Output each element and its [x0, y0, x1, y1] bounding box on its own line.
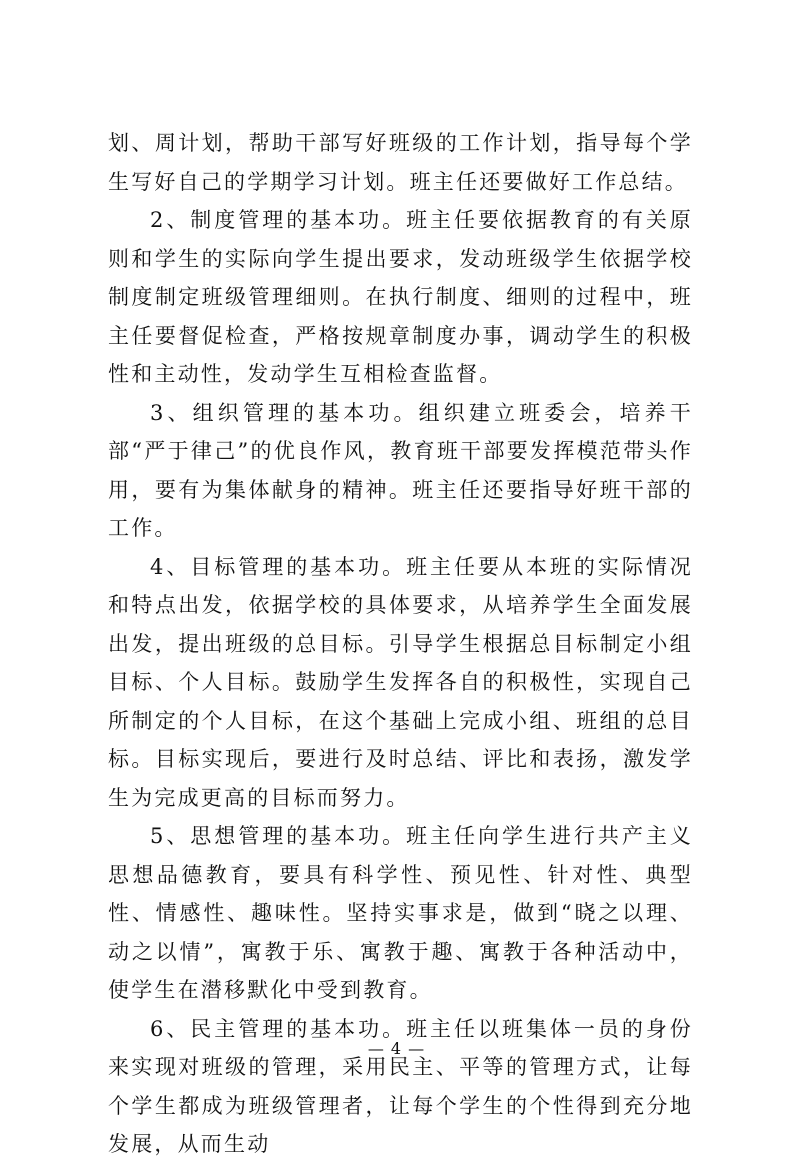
page-number: — 4 —	[367, 1039, 426, 1058]
paragraph-continuation: 划、周计划，帮助干部写好班级的工作计划，指导每个学生写好自己的学期学习计划。班主任还要做好工作总结。	[108, 131, 693, 194]
paragraph-democratic-management: 6、民主管理的基本功。班主任以班集体一员的身份来实现对班级的管理，采用民主、平等的管理方式，让每个学生都成为班级管理者，让每个学生的个性得到充分地发展，从而生动	[108, 1016, 693, 1156]
paragraph-ideological-management: 5、思想管理的基本功。班主任向学生进行共产主义思想品德教育，要具有科学性、预见性、针对性、典型性、情感性、趣味性。坚持实事求是，做到“晓之以理、动之以情”，寓教于乐、寓教于趣、寓教于各种活动中，使学生在潜移默化中受到教育。	[108, 824, 693, 1002]
paragraph-organization-management: 3、组织管理的基本功。组织建立班委会，培养干部“严于律己”的优良作风，教育班干部要发挥模范带头作用，要有为集体献身的精神。班主任还要指导好班干部的工作。	[108, 400, 693, 540]
paragraph-system-management: 2、制度管理的基本功。班主任要依据教育的有关原则和学生的实际向学生提出要求，发动班级学生依据学校制度制定班级管理细则。在执行制度、细则的过程中，班主任要督促检查，严格按规章制度办事，调动学生的积极性和主动性，发动学生互相检查监督。	[108, 208, 693, 386]
paragraph-goal-management: 4、目标管理的基本功。班主任要从本班的实际情况和特点出发，依据学校的具体要求，从培养学生全面发展出发，提出班级的总目标。引导学生根据总目标制定小组目标、个人目标。鼓励学生发挥各自的积极性，实现自己所制定的个人目标，在这个基础上完成小组、班组的总目标。目标实现后，要进行及时总结、评比和表扬，激发学生为完成更高的目标而努力。	[108, 554, 693, 810]
body-text	[108, 124, 693, 1164]
